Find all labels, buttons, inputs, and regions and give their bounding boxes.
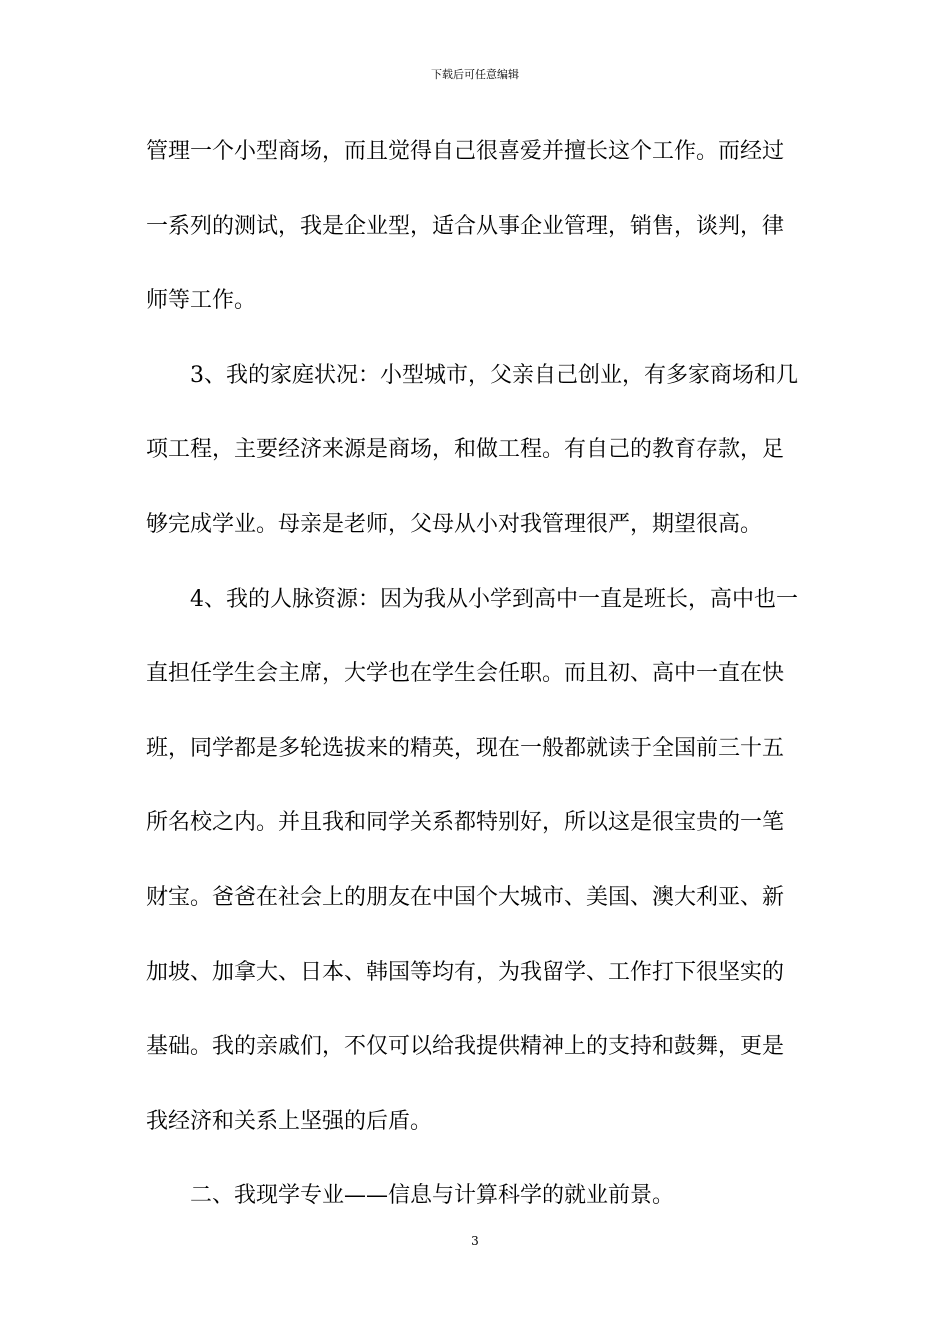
text-line: 管理一个小型商场，而且觉得自己很喜爱并擅长这个工作。而经过 [146, 139, 785, 164]
text-line: 基础。我的亲戚们，不仅可以给我提供精神上的支持和鼓舞，更是 [146, 1034, 785, 1060]
text-line: 师等工作。 [146, 288, 257, 314]
header-note: 下载后可任意编辑 [431, 68, 519, 81]
text-line: 一系列的测试，我是企业型，适合从事企业管理，销售，谈判，律 [146, 213, 785, 239]
text-line: 直担任学生会主席，大学也在学生会任职。而且初、高中一直在快 [146, 661, 785, 687]
text-line: 加坡、加拿大、日本、韩国等均有，为我留学、工作打下很坚实的 [146, 959, 785, 985]
text-line: 财宝。爸爸在社会上的朋友在中国个大城市、美国、澳大利亚、新 [146, 884, 785, 910]
section-heading-line: 二、我现学专业——信息与计算科学的就业前景。 [190, 1183, 675, 1209]
document-body [146, 128, 814, 1247]
paragraph-start-line: 4、我的人脉资源：因为我从小学到高中一直是班长，高中也一 [190, 586, 798, 612]
page-number: 3 [471, 1234, 479, 1248]
text-line: 班，同学都是多轮选拔来的精英，现在一般都就读于全国前三十五 [146, 735, 785, 761]
text-line: 我经济和关系上坚强的后盾。 [146, 1108, 433, 1134]
text-line: 所名校之内。并且我和同学关系都特别好，所以这是很宝贵的一笔 [146, 810, 785, 836]
paragraph-start-line: 3、我的家庭状况：小型城市，父亲自己创业，有多家商场和几 [190, 362, 798, 388]
text-line: 够完成学业。母亲是老师，父母从小对我管理很严，期望很高。 [146, 511, 763, 537]
text-line: 项工程，主要经济来源是商场，和做工程。有自己的教育存款，足 [146, 437, 785, 463]
